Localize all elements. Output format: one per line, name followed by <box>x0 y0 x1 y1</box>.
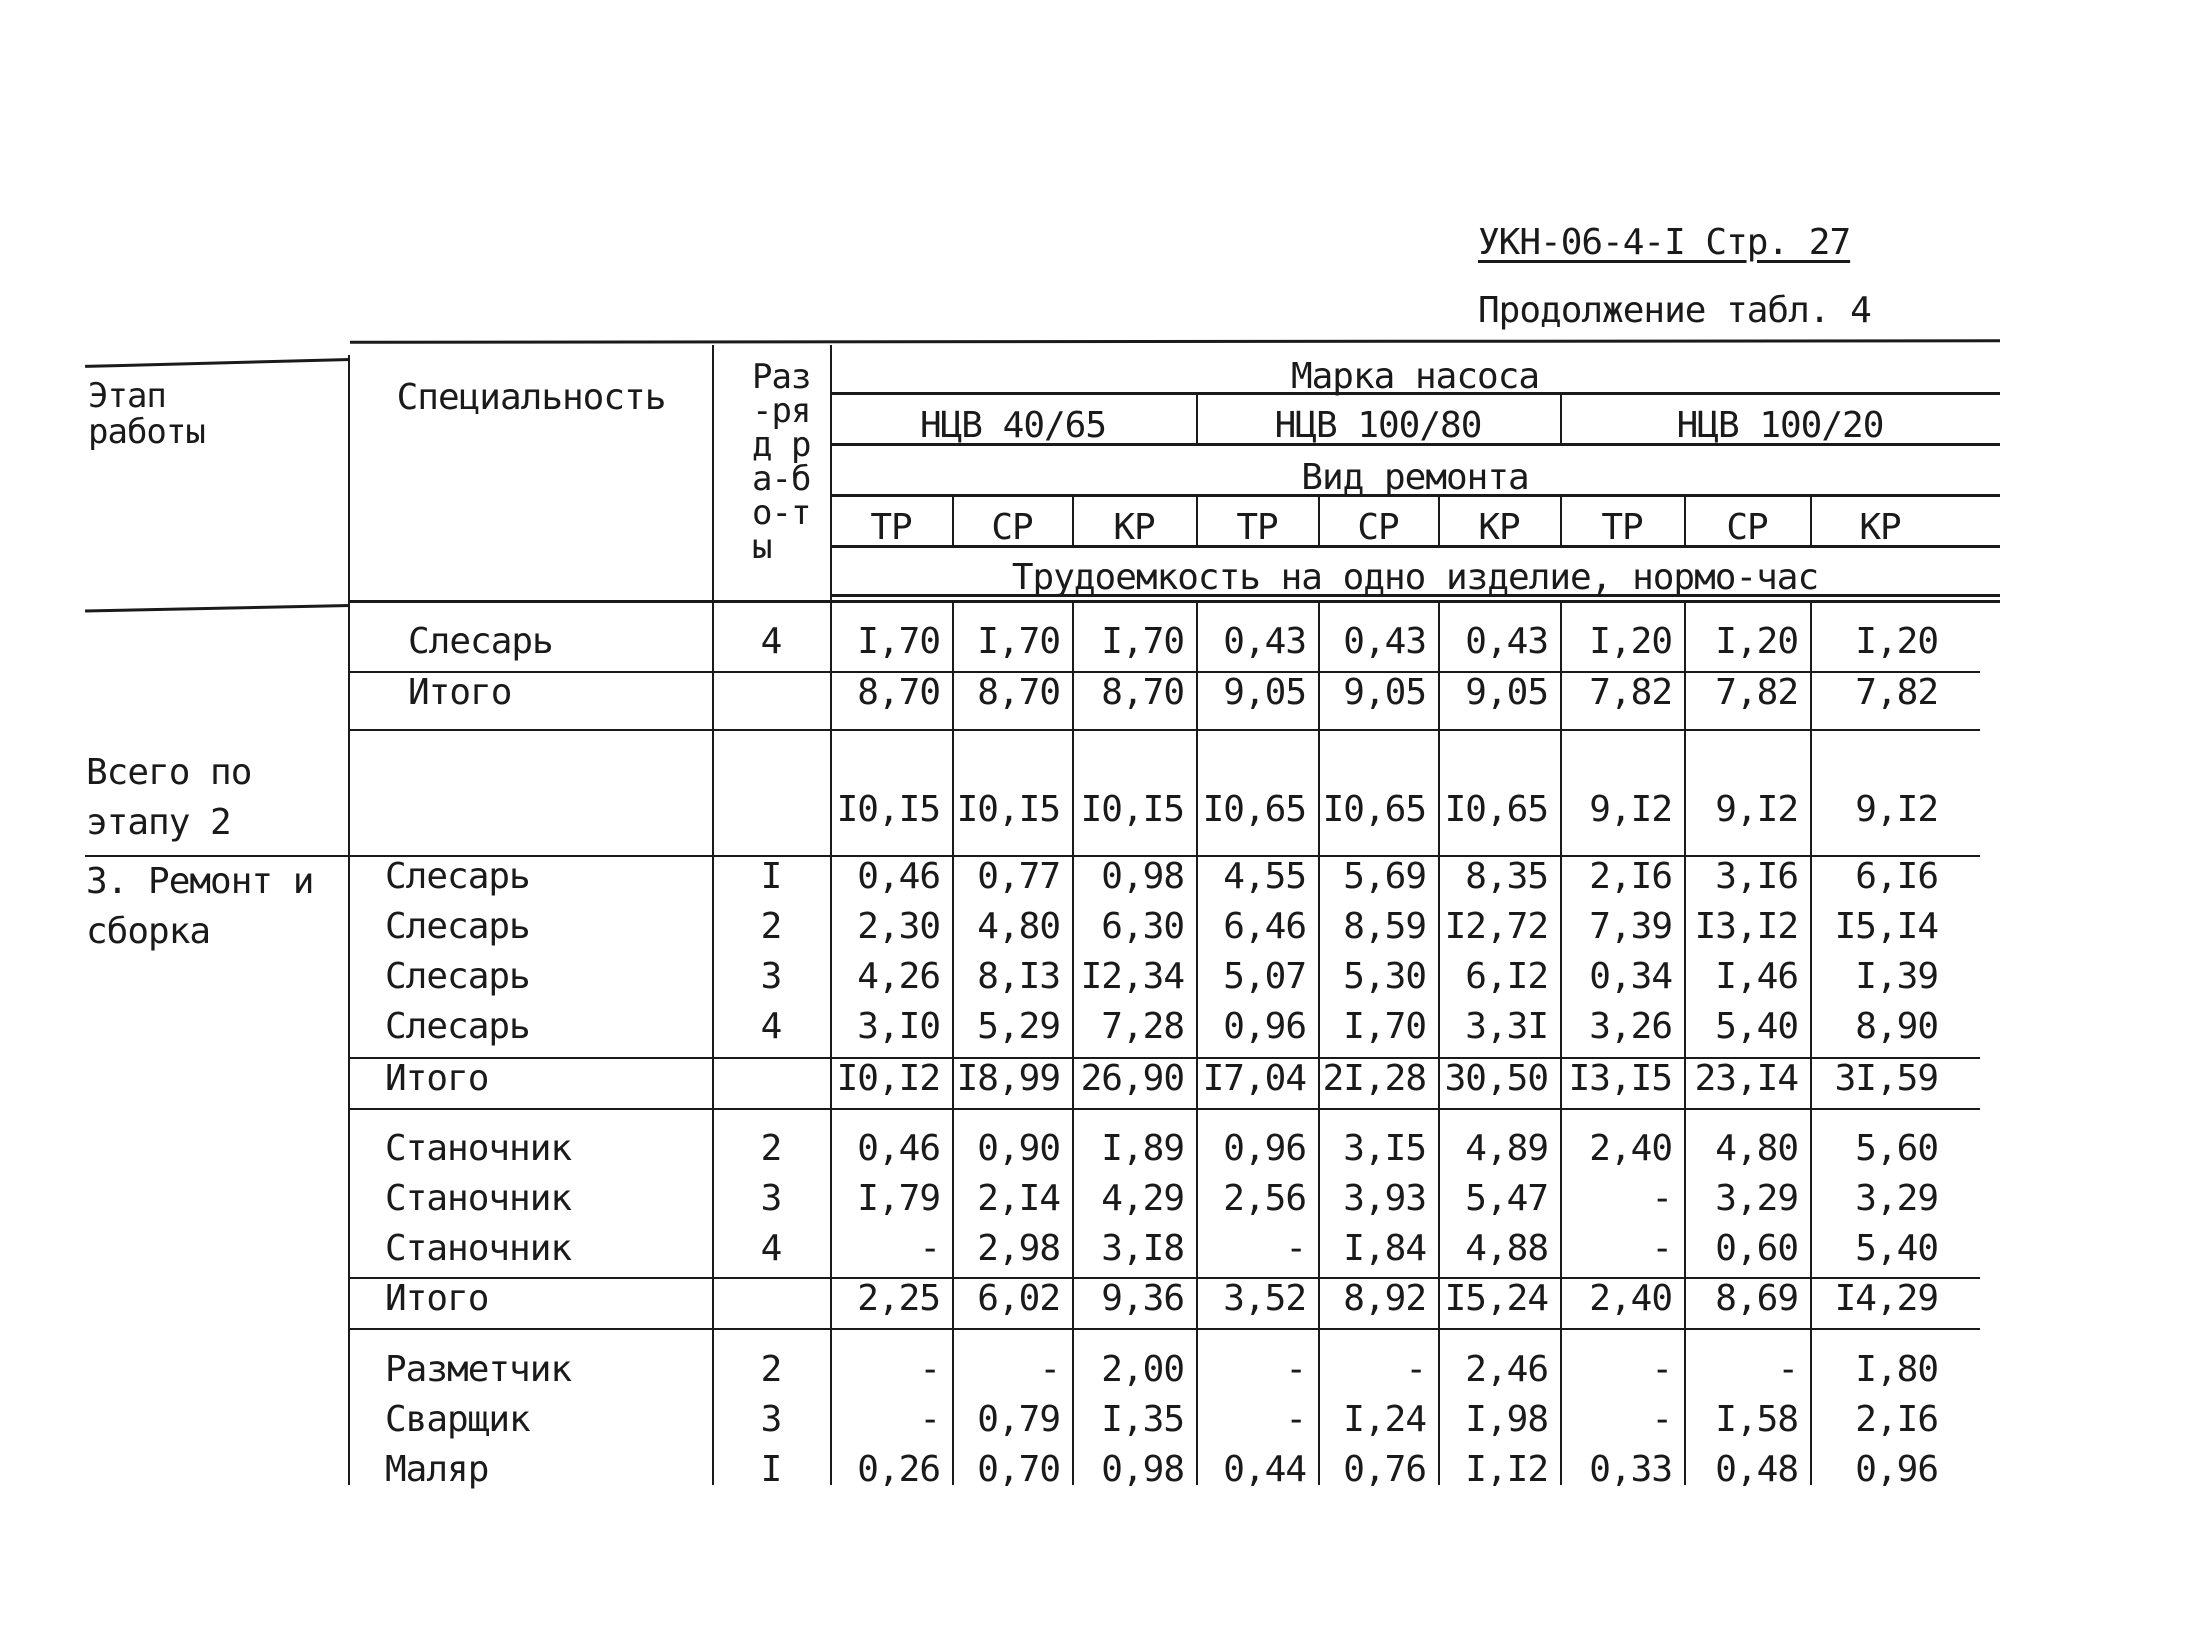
value-cell: 5,69 <box>1343 856 1426 897</box>
header-repair: СР <box>1726 507 1768 548</box>
grade-cell: 4 <box>760 621 782 662</box>
value-cell: 3,26 <box>1589 1006 1672 1047</box>
value-cell: 0,44 <box>1223 1449 1306 1490</box>
header-pump: НЦВ 100/20 <box>1676 405 1884 446</box>
value-cell: - <box>919 1228 940 1269</box>
value-cell: 3,I5 <box>1343 1128 1426 1169</box>
header-repair: СР <box>991 507 1033 548</box>
value-cell: 7,82 <box>1855 672 1938 713</box>
value-cell: 9,05 <box>1223 672 1306 713</box>
value-cell: 4,29 <box>1101 1178 1184 1219</box>
header-unit: Трудоемкость на одно изделие, нормо-час <box>1011 557 1819 598</box>
grade-cell: 2 <box>760 1349 782 1390</box>
value-cell: - <box>1651 1228 1672 1269</box>
value-cell: 3,I0 <box>857 1006 940 1047</box>
value-cell: 6,I6 <box>1855 856 1938 897</box>
rule <box>350 1328 1980 1330</box>
header-grade: Раз-ряд ра-бо-ты <box>752 357 811 567</box>
value-cell: 2,I4 <box>977 1178 1060 1219</box>
value-cell: I7,04 <box>1202 1058 1306 1099</box>
value-cell: 8,I3 <box>977 956 1060 997</box>
rule <box>350 1108 1980 1110</box>
value-cell: 8,69 <box>1715 1278 1798 1319</box>
value-cell: I,24 <box>1343 1399 1426 1440</box>
value-cell: I3,I2 <box>1694 906 1798 947</box>
value-cell: 4,80 <box>977 906 1060 947</box>
value-cell: - <box>919 1399 940 1440</box>
value-cell: 0,33 <box>1589 1449 1672 1490</box>
value-cell: 0,96 <box>1855 1449 1938 1490</box>
value-cell: I,46 <box>1715 956 1798 997</box>
value-cell: 6,02 <box>977 1278 1060 1319</box>
specialty-cell: Разметчик <box>385 1349 572 1390</box>
header-repair: ТР <box>870 507 912 548</box>
value-cell: 7,28 <box>1101 1006 1184 1047</box>
value-cell: I8,99 <box>956 1058 1060 1099</box>
value-cell: 9,36 <box>1101 1278 1184 1319</box>
specialty-cell: Слесарь <box>385 1006 530 1047</box>
value-cell: I0,65 <box>1444 789 1548 830</box>
value-cell: 3,29 <box>1715 1178 1798 1219</box>
value-cell: 0,98 <box>1101 1449 1184 1490</box>
value-cell: 3,3I <box>1465 1006 1548 1047</box>
grade-cell: 2 <box>760 906 782 947</box>
value-cell: I0,I5 <box>1080 789 1184 830</box>
value-cell: I,35 <box>1101 1399 1184 1440</box>
value-cell: I0,65 <box>1322 789 1426 830</box>
value-cell: 0,43 <box>1465 621 1548 662</box>
rule <box>350 729 1980 731</box>
value-cell: 3,29 <box>1855 1178 1938 1219</box>
value-cell: 0,60 <box>1715 1228 1798 1269</box>
value-cell: 2,00 <box>1101 1349 1184 1390</box>
grade-cell: 3 <box>760 1399 782 1440</box>
value-cell: - <box>1651 1178 1672 1219</box>
value-cell: 0,48 <box>1715 1449 1798 1490</box>
value-cell: 0,98 <box>1101 856 1184 897</box>
value-cell: I,89 <box>1101 1128 1184 1169</box>
value-cell: 5,29 <box>977 1006 1060 1047</box>
rule <box>348 355 350 1485</box>
rule <box>350 339 2000 343</box>
value-cell: 9,I2 <box>1589 789 1672 830</box>
value-cell: 0,77 <box>977 856 1060 897</box>
value-cell: 7,82 <box>1715 672 1798 713</box>
total-label: Итого <box>408 672 512 713</box>
specialty-cell: Маляр <box>385 1449 489 1490</box>
value-cell: 5,07 <box>1223 956 1306 997</box>
value-cell: 5,47 <box>1465 1178 1548 1219</box>
header-repair: ТР <box>1601 507 1643 548</box>
value-cell: - <box>919 1349 940 1390</box>
value-cell: I5,24 <box>1444 1278 1548 1319</box>
specialty-cell: Слесарь <box>385 956 530 997</box>
header-repair: КР <box>1113 507 1155 548</box>
specialty-cell: Станочник <box>385 1228 572 1269</box>
specialty-cell: Слесарь <box>408 621 553 662</box>
header-pump-brand: Марка насоса <box>1290 356 1540 397</box>
value-cell: 8,70 <box>1101 672 1184 713</box>
value-cell: 7,82 <box>1589 672 1672 713</box>
value-cell: 3,I6 <box>1715 856 1798 897</box>
value-cell: 5,40 <box>1855 1228 1938 1269</box>
value-cell: 0,26 <box>857 1449 940 1490</box>
value-cell: 0,96 <box>1223 1006 1306 1047</box>
value-cell: I0,I5 <box>956 789 1060 830</box>
value-cell: 2,46 <box>1465 1349 1548 1390</box>
value-cell: - <box>1285 1228 1306 1269</box>
value-cell: 8,59 <box>1343 906 1426 947</box>
value-cell: - <box>1285 1349 1306 1390</box>
value-cell: I,70 <box>1343 1006 1426 1047</box>
value-cell: I,70 <box>1101 621 1184 662</box>
value-cell: 8,70 <box>977 672 1060 713</box>
value-cell: 0,46 <box>857 1128 940 1169</box>
value-cell: I,20 <box>1855 621 1938 662</box>
value-cell: I,I2 <box>1465 1449 1548 1490</box>
value-cell: 9,05 <box>1465 672 1548 713</box>
header-pump: НЦВ 40/65 <box>919 405 1107 446</box>
rule <box>85 358 350 368</box>
grade-cell: I <box>760 856 782 897</box>
value-cell: 9,I2 <box>1715 789 1798 830</box>
value-cell: I,20 <box>1715 621 1798 662</box>
value-cell: 2,25 <box>857 1278 940 1319</box>
value-cell: I,20 <box>1589 621 1672 662</box>
stage-label: Всего по этапу 2 <box>86 752 252 843</box>
header-repair: СР <box>1357 507 1399 548</box>
value-cell: 5,60 <box>1855 1128 1938 1169</box>
value-cell: - <box>1285 1399 1306 1440</box>
value-cell: 0,76 <box>1343 1449 1426 1490</box>
value-cell: 4,55 <box>1223 856 1306 897</box>
specialty-cell: Слесарь <box>385 856 530 897</box>
value-cell: 2,I6 <box>1589 856 1672 897</box>
value-cell: 2I,28 <box>1322 1058 1426 1099</box>
value-cell: I,80 <box>1855 1349 1938 1390</box>
value-cell: 0,43 <box>1343 621 1426 662</box>
value-cell: 8,70 <box>857 672 940 713</box>
value-cell: 26,90 <box>1080 1058 1184 1099</box>
value-cell: I,39 <box>1855 956 1938 997</box>
value-cell: - <box>1039 1349 1060 1390</box>
value-cell: 4,88 <box>1465 1228 1548 1269</box>
value-cell: 3,93 <box>1343 1178 1426 1219</box>
value-cell: 4,26 <box>857 956 940 997</box>
value-cell: 2,30 <box>857 906 940 947</box>
value-cell: 2,40 <box>1589 1128 1672 1169</box>
value-cell: I,79 <box>857 1178 940 1219</box>
value-cell: 5,40 <box>1715 1006 1798 1047</box>
value-cell: - <box>1405 1349 1426 1390</box>
value-cell: I,70 <box>977 621 1060 662</box>
value-cell: 6,46 <box>1223 906 1306 947</box>
value-cell: 0,70 <box>977 1449 1060 1490</box>
specialty-cell: Сварщик <box>385 1399 530 1440</box>
value-cell: 3,52 <box>1223 1278 1306 1319</box>
value-cell: 0,96 <box>1223 1128 1306 1169</box>
value-cell: 0,79 <box>977 1399 1060 1440</box>
rule <box>85 604 350 613</box>
page-reference: УКН-06-4-I Стр. 27 <box>1478 222 1851 263</box>
grade-cell: 3 <box>760 956 782 997</box>
value-cell: 8,90 <box>1855 1006 1938 1047</box>
stage-label: 3. Ремонт и сборка <box>86 861 314 952</box>
specialty-cell: Слесарь <box>385 906 530 947</box>
value-cell: I0,I5 <box>836 789 940 830</box>
value-cell: 0,46 <box>857 856 940 897</box>
value-cell: 6,I2 <box>1465 956 1548 997</box>
header-repair: ТР <box>1236 507 1278 548</box>
header-repair-type: Вид ремонта <box>1301 457 1529 498</box>
value-cell: 6,30 <box>1101 906 1184 947</box>
rule <box>350 600 2000 603</box>
grade-cell: 4 <box>760 1228 782 1269</box>
value-cell: I,58 <box>1715 1399 1798 1440</box>
value-cell: - <box>1651 1349 1672 1390</box>
value-cell: 2,98 <box>977 1228 1060 1269</box>
header-repair: КР <box>1478 507 1520 548</box>
value-cell: 30,50 <box>1444 1058 1548 1099</box>
grade-cell: I <box>760 1449 782 1490</box>
value-cell: I2,34 <box>1080 956 1184 997</box>
header-pump: НЦВ 100/80 <box>1274 405 1482 446</box>
value-cell: 3I,59 <box>1834 1058 1938 1099</box>
header-stage: Этап работы <box>88 376 205 452</box>
value-cell: 3,I8 <box>1101 1228 1184 1269</box>
value-cell: I3,I5 <box>1568 1058 1672 1099</box>
grade-cell: 4 <box>760 1006 782 1047</box>
value-cell: - <box>1651 1399 1672 1440</box>
value-cell: I,70 <box>857 621 940 662</box>
value-cell: 2,56 <box>1223 1178 1306 1219</box>
value-cell: 2,40 <box>1589 1278 1672 1319</box>
value-cell: 23,I4 <box>1694 1058 1798 1099</box>
value-cell: 4,89 <box>1465 1128 1548 1169</box>
specialty-cell: Станочник <box>385 1128 572 1169</box>
value-cell: I0,65 <box>1202 789 1306 830</box>
grade-cell: 3 <box>760 1178 782 1219</box>
table-continuation-label: Продолжение табл. 4 <box>1478 290 1871 331</box>
value-cell: 4,80 <box>1715 1128 1798 1169</box>
value-cell: I4,29 <box>1834 1278 1938 1319</box>
value-cell: 7,39 <box>1589 906 1672 947</box>
value-cell: 9,05 <box>1343 672 1426 713</box>
value-cell: 5,30 <box>1343 956 1426 997</box>
value-cell: I5,I4 <box>1834 906 1938 947</box>
value-cell: 2,I6 <box>1855 1399 1938 1440</box>
value-cell: 0,34 <box>1589 956 1672 997</box>
value-cell: I2,72 <box>1444 906 1548 947</box>
total-label: Итого <box>385 1058 489 1099</box>
value-cell: 9,I2 <box>1855 789 1938 830</box>
value-cell: 8,35 <box>1465 856 1548 897</box>
value-cell: I,84 <box>1343 1228 1426 1269</box>
value-cell: I0,I2 <box>836 1058 940 1099</box>
specialty-cell: Станочник <box>385 1178 572 1219</box>
header-repair: КР <box>1859 507 1901 548</box>
value-cell: 8,92 <box>1343 1278 1426 1319</box>
value-cell: I,98 <box>1465 1399 1548 1440</box>
header-specialty: Специальность <box>396 377 666 418</box>
value-cell: 0,90 <box>977 1128 1060 1169</box>
grade-cell: 2 <box>760 1128 782 1169</box>
value-cell: 0,43 <box>1223 621 1306 662</box>
value-cell: - <box>1777 1349 1798 1390</box>
total-label: Итого <box>385 1278 489 1319</box>
